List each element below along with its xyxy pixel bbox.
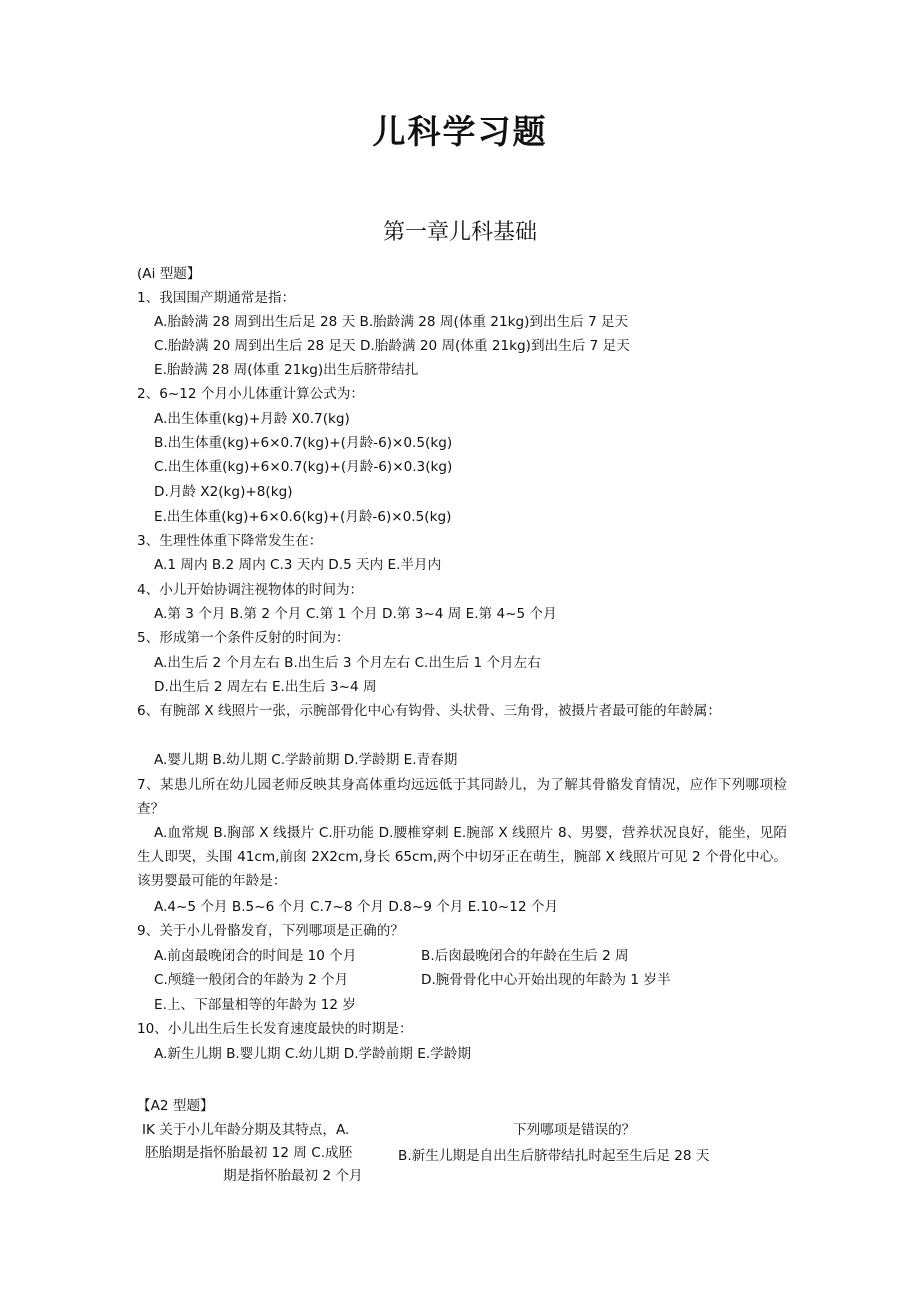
question-3-options: A.1 周内 B.2 周内 C.3 天内 D.5 天内 E.半月内	[154, 557, 442, 573]
question-2-option-e: E.出生体重(kg)+6×0.6(kg)+(月龄-6)×0.5(kg)	[154, 509, 452, 525]
question-11-column-2-option-b: B.新生儿期是自出生后脐带结扎时起至生后足 28 天	[398, 1148, 710, 1164]
question-9-stem: 9、关于小儿骨骼发育，下列哪项是正确的？	[137, 923, 404, 939]
question-2-option-d: D.月龄 X2(kg)+8(kg)	[154, 484, 293, 500]
question-3-stem: 3、生理性体重下降常发生在：	[137, 533, 323, 549]
question-9-option-c: C.颅缝一般闭合的年龄为 2 个月	[154, 972, 349, 988]
document-title: 儿科学习题	[372, 112, 548, 151]
question-9-option-e: E.上、下部量相等的年龄为 12 岁	[154, 997, 356, 1013]
question-6-options: A.婴儿期 B.幼儿期 C.学龄前期 D.学龄期 E.青春期	[154, 752, 458, 768]
question-2-option-a: A.出生体重(kg)+月龄 X0.7(kg)	[154, 411, 350, 427]
section-heading-a2: 【A2 型题】	[137, 1098, 214, 1114]
question-5-stem: 5、形成第一个条件反射的时间为：	[137, 630, 350, 646]
question-5-options-line-2: D.出生后 2 周左右 E.出生后 3~4 周	[154, 679, 377, 695]
question-2-stem: 2、6~12 个月小儿体重计算公式为：	[137, 386, 365, 402]
question-7-stem: 7、某患儿所在幼儿园老师反映其身高体重均远远低于其同龄儿，为了解其骨骼发育情况，应作下列哪项检查？	[137, 777, 787, 817]
question-11-column-1-line-1: 胚胎期是指怀胎最初 12 周 C.成胚	[145, 1145, 353, 1161]
question-5-options-line-1: A.出生后 2 个月左右 B.出生后 3 个月左右 C.出生后 1 个月左右	[154, 655, 541, 671]
question-9-option-d: D.腕骨骨化中心开始出现的年龄为 1 岁半	[421, 972, 671, 988]
question-4-options: A.第 3 个月 B.第 2 个月 C.第 1 个月 D.第 3~4 周 E.第 4~5 个月	[154, 606, 557, 622]
question-9-option-a: A.前卤最晚闭合的时间是 10 个月	[154, 948, 357, 964]
question-11-stem-right: 下列哪项是错误的？	[513, 1122, 636, 1138]
question-10-options: A.新生儿期 B.婴儿期 C.幼儿期 D.学龄前期 E.学龄期	[154, 1046, 471, 1062]
question-10-stem: 10、小儿出生后生长发育速度最快的时期是：	[137, 1021, 413, 1037]
question-2-option-b: B.出生体重(kg)+6×0.7(kg)+(月龄-6)×0.5(kg)	[154, 435, 453, 451]
question-2-option-c: C.出生体重(kg)+6×0.7(kg)+(月龄-6)×0.3(kg)	[154, 459, 453, 475]
question-1-options-line-3: E.胎龄满 28 周(体重 21kg)出生后脐带结扎	[154, 362, 419, 378]
question-11-stem-left: IK 关于小儿年龄分期及其特点，A.	[142, 1122, 350, 1138]
chapter-heading: 第一章儿科基础	[382, 220, 537, 245]
section-heading-a1: (Ai 型题】	[137, 266, 201, 282]
question-11-column-1-line-2: 期是指怀胎最初 2 个月	[223, 1168, 363, 1184]
question-1-options-line-1: A.胎龄满 28 周到出生后足 28 天 B.胎龄满 28 周(体重 21kg)到出生后 7 足天	[154, 314, 629, 330]
question-1-options-line-2: C.胎龄满 20 周到出生后 28 足天 D.胎龄满 20 周(体重 21kg)到出生后 7 足天	[154, 338, 630, 354]
question-4-stem: 4、小儿开始协调注视物体的时间为：	[137, 582, 364, 598]
question-9-option-b: B.后囱最晚闭合的年龄在生后 2 周	[421, 948, 629, 964]
question-6-stem: 6、有腕部 X 线照片一张，示腕部骨化中心有钩骨、头状骨、三角骨，被摄片者最可能的年龄属：	[137, 703, 721, 719]
question-7-options-question-8-stem: A.血常规 B.胸部 X 线摄片 C.肝功能 D.腰椎穿刺 E.腕部 X 线照片 8、男婴，营养状况良好，能坐，见陌生人即哭，头围 41cm,前囱 2X2cm,身长 65cm,两个中切牙正在萌生，腕部 X 线照片可见 2 个骨化中心。该男婴最可能的年龄是：	[137, 825, 787, 889]
question-1-stem: 1、我国围产期通常是指：	[137, 290, 296, 306]
question-8-options: A.4~5 个月 B.5~6 个月 C.7~8 个月 D.8~9 个月 E.10~12 个月	[154, 899, 559, 915]
